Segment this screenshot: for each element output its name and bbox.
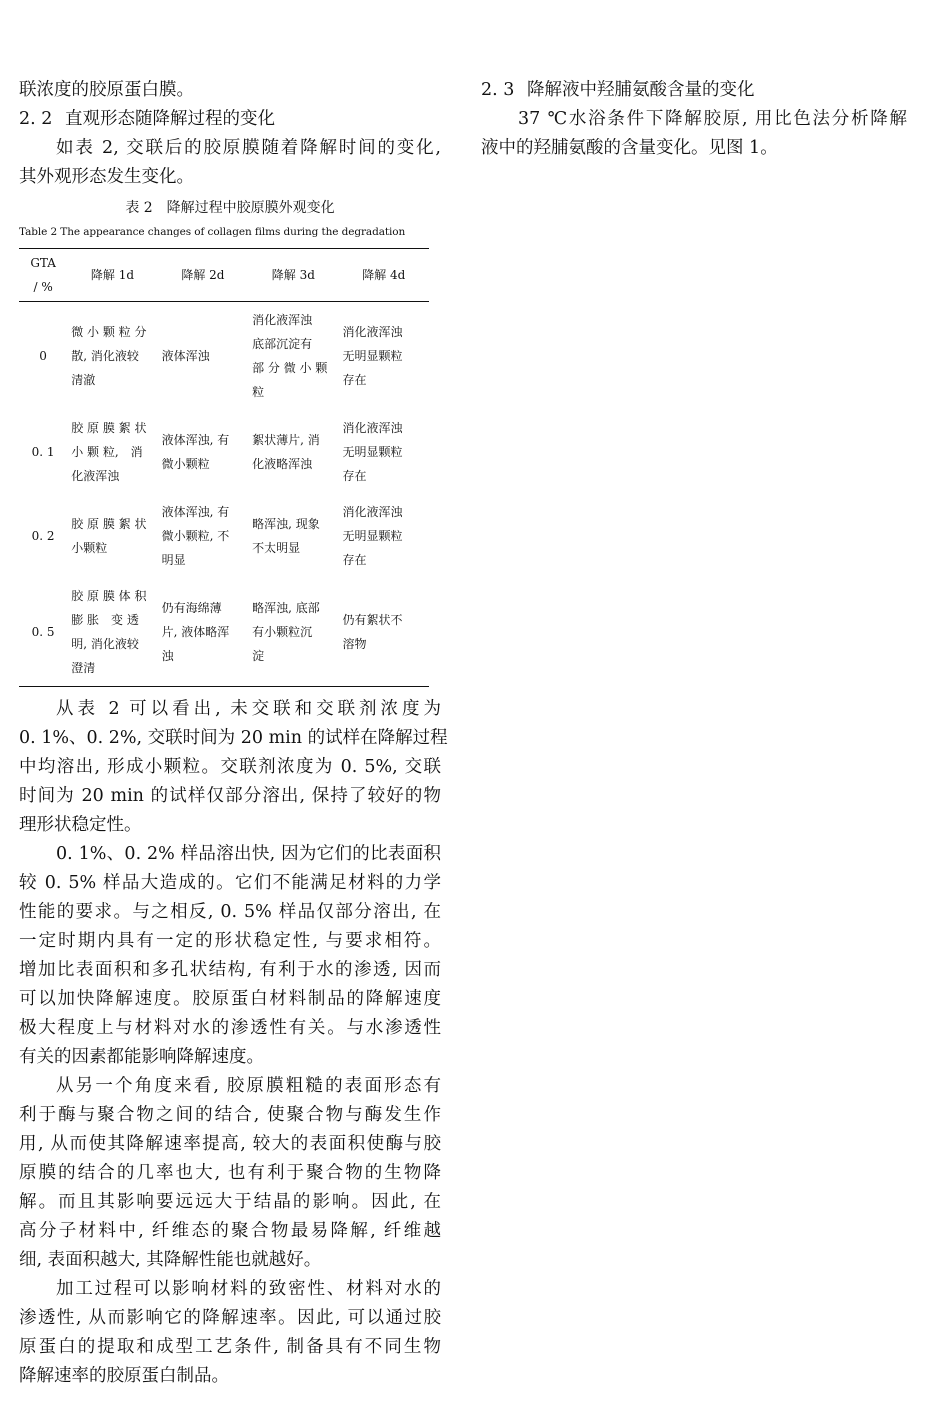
table-caption-en: Table 2 The appearance changes of collagen films during the degradation bbox=[19, 226, 406, 238]
cell-day-3 bbox=[248, 578, 338, 687]
text-line: 从表 2 可以看出, 未交联和交联剂浓度为 bbox=[56, 699, 441, 719]
text-line: 37 ℃水浴条件下降解胶原, 用比色法分析降解 bbox=[518, 109, 907, 129]
cell-line: 消化液浑浊 bbox=[342, 505, 403, 519]
cell-line: 片, 液体略浑 bbox=[161, 625, 230, 639]
text-line: 理形状稳定性。 bbox=[19, 815, 142, 835]
cell-line: 明, 消化液较 bbox=[71, 637, 139, 651]
cell-line: 消化液浑浊 bbox=[342, 325, 403, 339]
cell-line: 溶物 bbox=[342, 637, 367, 651]
cell-line: 仍有絮状不 bbox=[342, 613, 403, 627]
cell-day-3 bbox=[248, 302, 338, 411]
table-caption-cn: 表 2 降解过程中胶原膜外观变化 bbox=[125, 200, 335, 216]
cell-line: 有小颗粒沉 bbox=[252, 625, 313, 639]
text-line: 可以加快降解速度。胶原蛋白材料制品的降解速度 bbox=[19, 989, 441, 1009]
section-number: 2. 2 bbox=[19, 109, 53, 129]
cell-line: 微 小 颗 粒 分 bbox=[71, 325, 147, 339]
cell-line: 存在 bbox=[342, 553, 367, 567]
cell-day-1 bbox=[67, 410, 157, 494]
cell-line: 微小颗粒, 不 bbox=[161, 529, 230, 543]
cell-line: 微小颗粒 bbox=[161, 457, 210, 471]
section-title: 直观形态随降解过程的变化 bbox=[65, 109, 275, 129]
cell-line: 无明显颗粒 bbox=[342, 349, 403, 363]
paragraph bbox=[19, 840, 441, 1072]
cell-day-4 bbox=[339, 410, 429, 494]
cell-day-2 bbox=[158, 410, 248, 494]
header-day-1: 降解 1d bbox=[90, 268, 135, 282]
header-day-4: 降解 4d bbox=[362, 268, 406, 282]
cell-line: 底部沉淀有 bbox=[252, 337, 313, 351]
table-header-row bbox=[19, 249, 429, 302]
text-line: 性能的要求。与之相反, 0. 5% 样品仅部分溶出, 在 bbox=[19, 902, 441, 922]
header-gta-unit: / % bbox=[33, 280, 53, 294]
header-day-3: 降解 3d bbox=[271, 268, 315, 282]
cell-line: 膨 胀 变 透 bbox=[71, 613, 139, 627]
text-line: 从另一个角度来看, 胶原膜粗糙的表面形态有 bbox=[56, 1076, 441, 1096]
header-gta bbox=[19, 249, 67, 302]
cell-line: 澄清 bbox=[71, 661, 96, 675]
paragraph bbox=[19, 1072, 441, 1275]
table-row bbox=[19, 410, 429, 494]
cell-line: 部 分 微 小 颗 bbox=[252, 361, 328, 375]
cell-line: 略浑浊, 底部 bbox=[252, 601, 320, 615]
cell-day-4 bbox=[339, 494, 429, 578]
table-row bbox=[19, 578, 429, 687]
cell-line: 清澈 bbox=[71, 373, 96, 387]
cell-line: 消化液浑浊 bbox=[252, 313, 313, 327]
cell-line: 略浑浊, 现象 bbox=[252, 517, 320, 531]
cell-line: 液体浑浊, 有 bbox=[161, 433, 230, 447]
paragraph bbox=[19, 1275, 441, 1391]
text-line: 用, 从而使其降解速率提高, 较大的表面积使酶与胶 bbox=[19, 1134, 441, 1154]
text-line: 联浓度的胶原蛋白膜。 bbox=[19, 80, 194, 100]
text-line: 细, 表面积越大, 其降解性能也就越好。 bbox=[19, 1250, 322, 1270]
cell-line: 液体浑浊 bbox=[161, 349, 210, 363]
cell-line: 浊 bbox=[161, 649, 174, 663]
cell-line: 胶 原 膜 体 积 bbox=[71, 589, 147, 603]
text-line: 0. 1%、0. 2%, 交联时间为 20 min 的试样在降解过程 bbox=[19, 728, 448, 748]
cell-gta: 0. 5 bbox=[31, 625, 55, 639]
text-line: 如表 2, 交联后的胶原膜随着降解时间的变化, bbox=[56, 138, 441, 158]
section-title: 降解液中羟脯氨酸含量的变化 bbox=[527, 80, 755, 100]
text-line: 解。而且其影响要远远大于结晶的影响。因此, 在 bbox=[19, 1192, 441, 1212]
text-line: 利于酶与聚合物之间的结合, 使聚合物与酶发生作 bbox=[19, 1105, 441, 1125]
cell-gta: 0 bbox=[39, 349, 47, 363]
cell-line: 散, 消化液较 bbox=[71, 349, 139, 363]
cell-day-2 bbox=[158, 578, 248, 687]
paragraph bbox=[481, 105, 907, 163]
cell-day-3 bbox=[248, 494, 338, 578]
text-line: 液中的羟脯氨酸的含量变化。见图 1。 bbox=[481, 138, 778, 158]
cell-line: 化液略浑浊 bbox=[252, 457, 313, 471]
cell-day-2 bbox=[158, 494, 248, 578]
cell-gta: 0. 2 bbox=[31, 529, 55, 543]
cell-line: 胶 原 膜 絮 状 bbox=[71, 421, 147, 435]
cell-day-3 bbox=[248, 410, 338, 494]
cell-line: 明显 bbox=[161, 553, 186, 567]
cell-line: 无明显颗粒 bbox=[342, 445, 403, 459]
text-line: 中均溶出, 形成小颗粒。交联剂浓度为 0. 5%, 交联 bbox=[19, 757, 441, 777]
cell-day-1 bbox=[67, 578, 157, 687]
text-line: 有关的因素都能影响降解速度。 bbox=[19, 1047, 264, 1067]
text-line: 其外观形态发生变化。 bbox=[19, 167, 194, 187]
text-line: 时间为 20 min 的试样仅部分溶出, 保持了较好的物 bbox=[19, 786, 441, 806]
text-line: 原蛋白的提取和成型工艺条件, 制备具有不同生物 bbox=[19, 1337, 441, 1357]
cell-day-1 bbox=[67, 302, 157, 411]
cell-gta: 0. 1 bbox=[31, 445, 55, 459]
header-day-2: 降解 2d bbox=[181, 268, 225, 282]
cell-line: 无明显颗粒 bbox=[342, 529, 403, 543]
paragraph bbox=[19, 134, 441, 192]
text-line: 0. 1%、0. 2% 样品溶出快, 因为它们的比表面积 bbox=[56, 844, 441, 864]
right-column bbox=[481, 76, 907, 163]
text-line: 原膜的结合的几率也大, 也有利于聚合物的生物降 bbox=[19, 1163, 441, 1183]
cell-line: 絮状薄片, 消 bbox=[252, 433, 320, 447]
cell-day-1 bbox=[67, 494, 157, 578]
degradation-table bbox=[19, 248, 429, 687]
cell-day-2 bbox=[158, 302, 248, 411]
cell-line: 不太明显 bbox=[252, 541, 301, 555]
left-column bbox=[19, 76, 448, 1391]
cell-line: 存在 bbox=[342, 373, 367, 387]
cell-day-4 bbox=[339, 302, 429, 411]
cell-line: 小 颗 粒, 消 bbox=[71, 445, 143, 459]
section-heading-2-2 bbox=[19, 105, 441, 134]
text-line: 增加比表面积和多孔状结构, 有利于水的渗透, 因而 bbox=[19, 960, 441, 980]
text-line: 高分子材料中, 纤维态的聚合物最易降解, 纤维越 bbox=[19, 1221, 441, 1241]
text-line: 极大程度上与材料对水的渗透性有关。与水渗透性 bbox=[19, 1018, 441, 1038]
cell-line: 粒 bbox=[252, 385, 265, 399]
header-gta-label: GTA bbox=[30, 256, 56, 270]
text-line: 加工过程可以影响材料的致密性、材料对水的 bbox=[56, 1279, 441, 1299]
section-number: 2. 3 bbox=[481, 80, 515, 100]
text-line: 降解速率的胶原蛋白制品。 bbox=[19, 1366, 229, 1386]
cell-line: 仍有海绵薄 bbox=[161, 601, 222, 615]
paragraph bbox=[19, 695, 448, 840]
cell-line: 液体浑浊, 有 bbox=[161, 505, 230, 519]
table-row bbox=[19, 494, 429, 578]
cell-line: 淀 bbox=[252, 649, 265, 663]
cell-line: 小颗粒 bbox=[71, 541, 108, 555]
cell-line: 胶 原 膜 絮 状 bbox=[71, 517, 147, 531]
cell-line: 化液浑浊 bbox=[71, 469, 120, 483]
text-line: 一定时期内具有一定的形状稳定性, 与要求相符。 bbox=[19, 931, 441, 951]
text-line: 渗透性, 从而影响它的降解速率。因此, 可以通过胶 bbox=[19, 1308, 441, 1328]
cell-line: 消化液浑浊 bbox=[342, 421, 403, 435]
text-line: 较 0. 5% 样品大造成的。它们不能满足材料的力学 bbox=[19, 873, 441, 893]
section-heading-2-3 bbox=[481, 76, 907, 105]
table-row bbox=[19, 302, 429, 411]
cell-line: 存在 bbox=[342, 469, 367, 483]
cell-day-4 bbox=[339, 578, 429, 687]
